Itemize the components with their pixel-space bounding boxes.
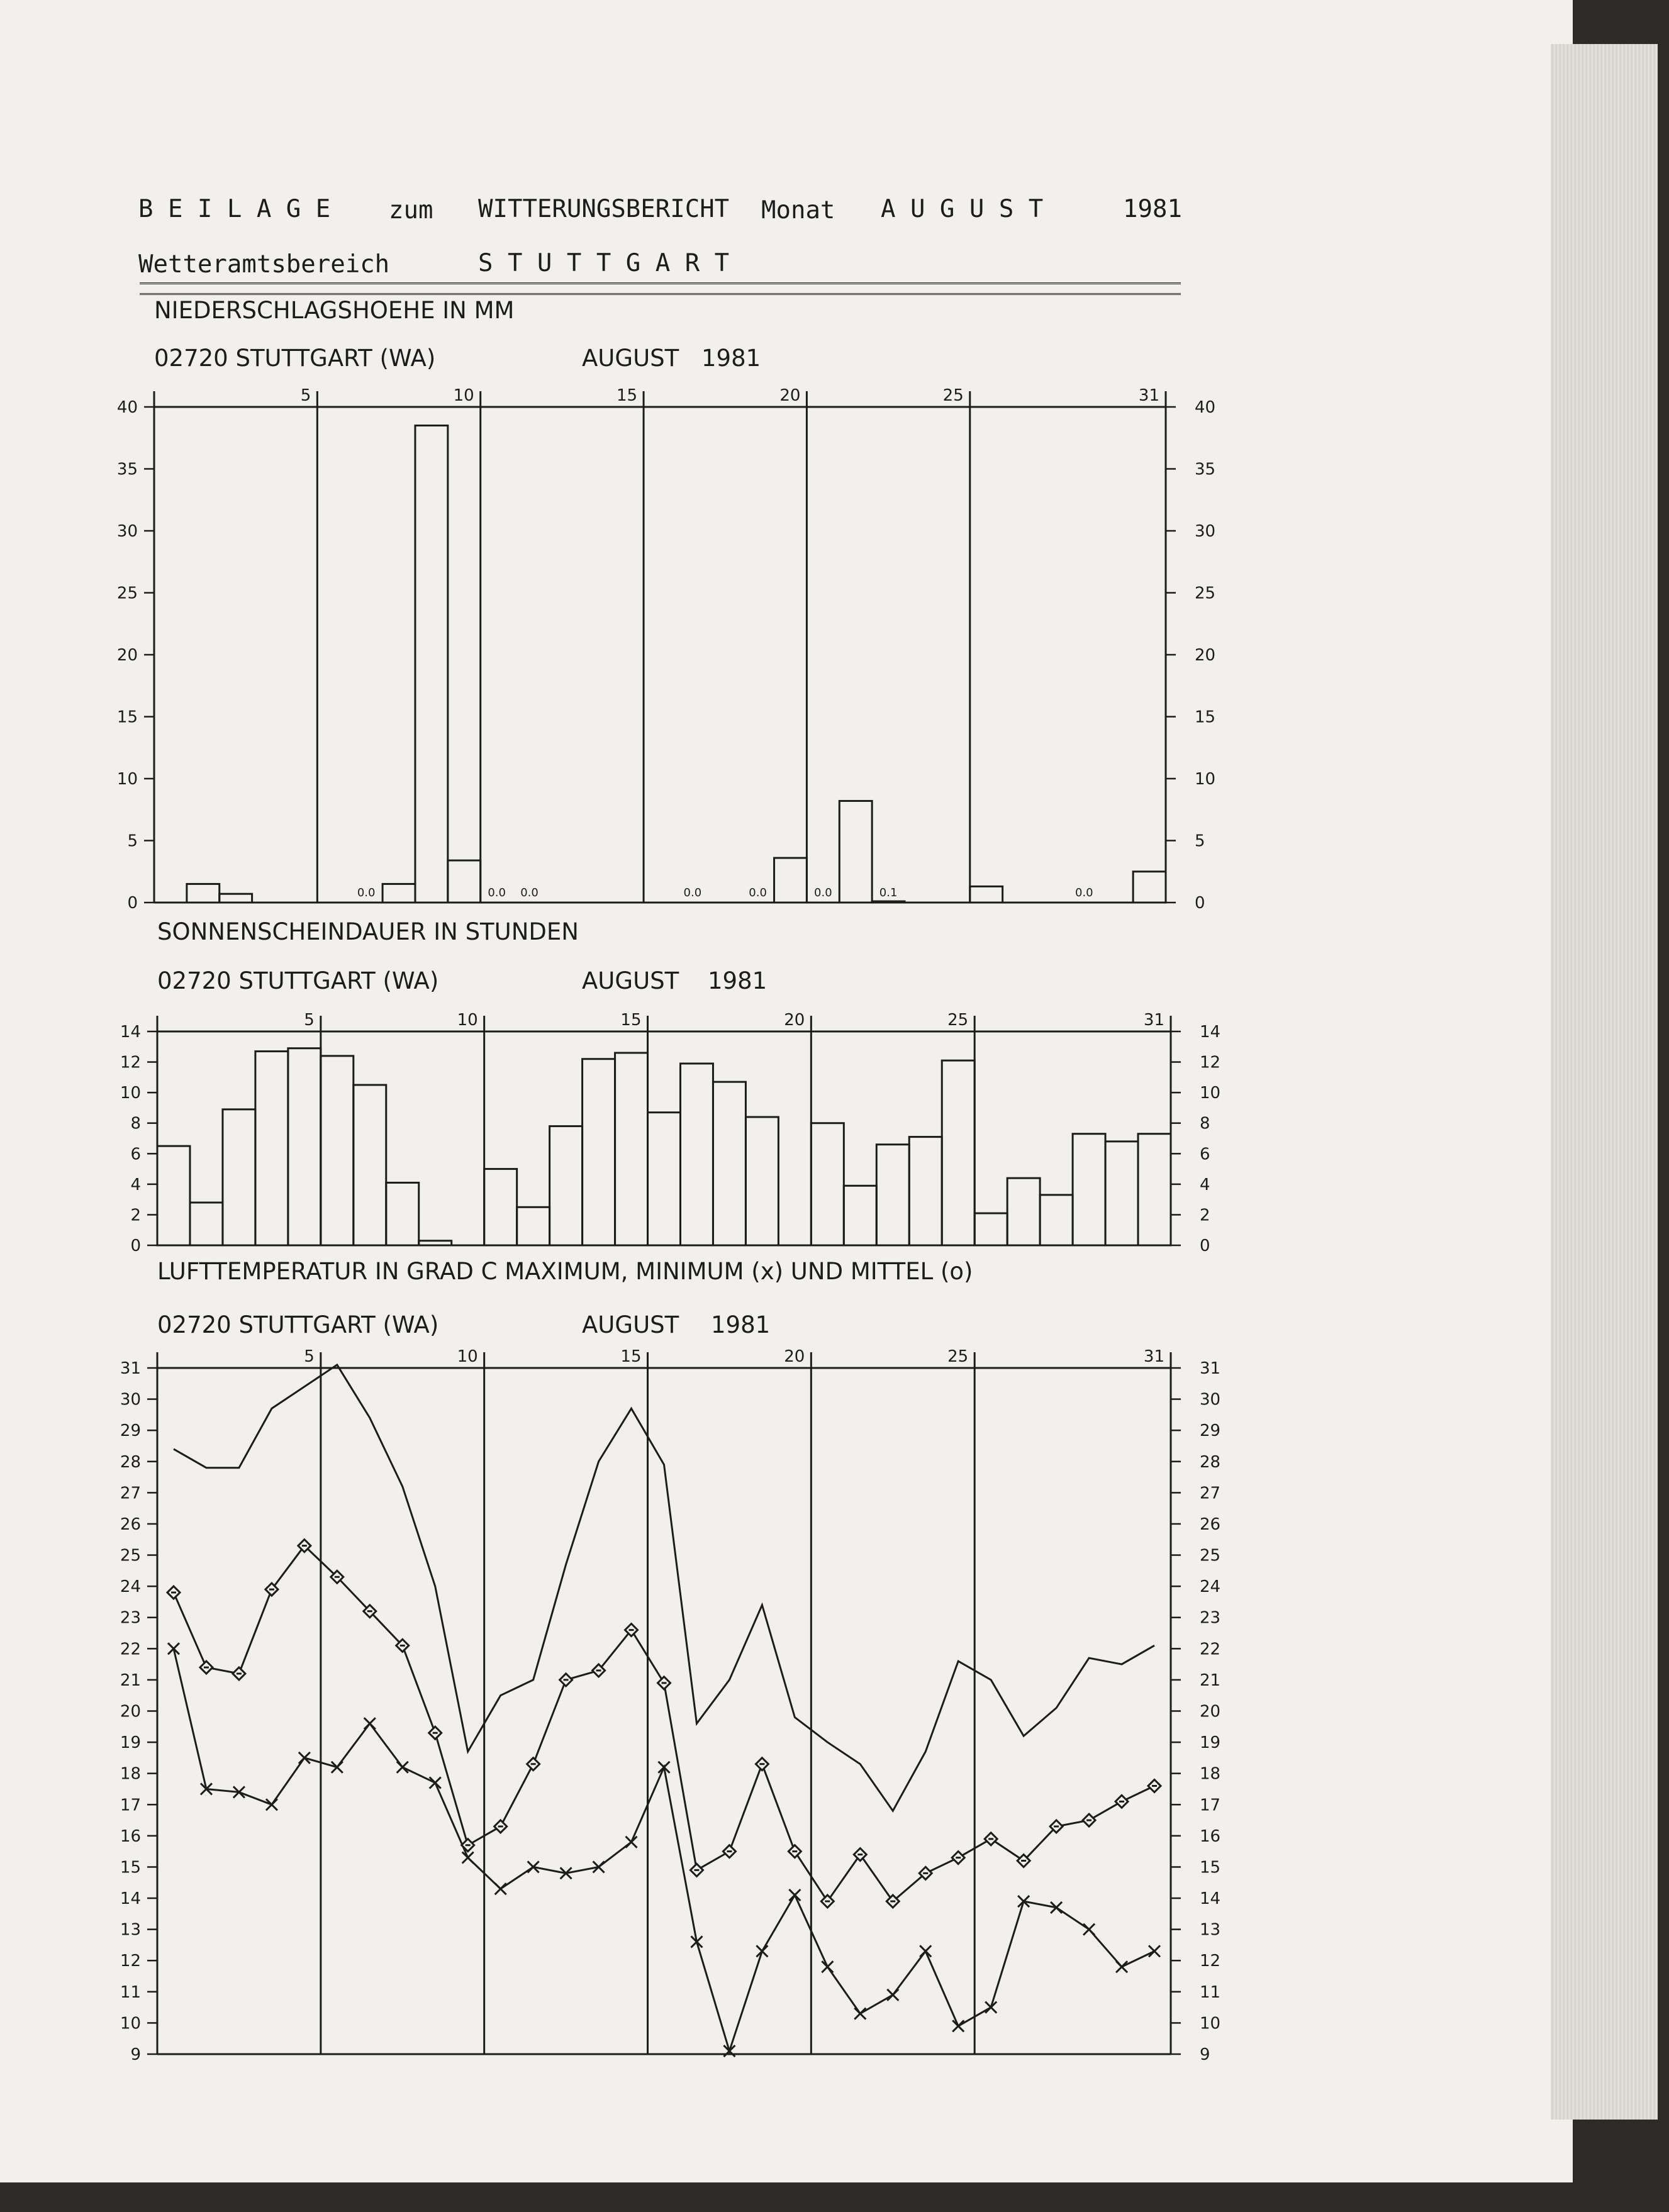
chart3-y-tick-label-right: 11 — [1200, 1982, 1221, 2002]
chart1-y-tick-label-right: 0 — [1195, 894, 1205, 913]
chart2-x-tick-label: 15 — [620, 1011, 642, 1030]
chart1-y-tick-label: 25 — [116, 584, 138, 603]
chart3-y-tick-label-right: 20 — [1200, 1702, 1221, 1721]
chart3-year: 1981 — [711, 1311, 771, 1338]
chart2-title: SONNENSCHEINDAUER IN STUNDEN — [157, 918, 579, 945]
bar-value-label: 0.1 — [879, 886, 898, 899]
chart1-y-tick-label-right: 20 — [1195, 646, 1216, 665]
header-monat: A U G U S T — [881, 195, 1044, 223]
chart3-x-tick-label: 10 — [457, 1347, 478, 1366]
bar-value-label: 0.0 — [1075, 886, 1093, 899]
chart3-y-tick-label: 27 — [120, 1484, 141, 1503]
chart1-x-tick-label: 31 — [1138, 386, 1159, 405]
chart3-x-tick-label: 25 — [947, 1347, 969, 1366]
chart2-year: 1981 — [708, 967, 768, 994]
chart3-y-tick-label: 26 — [120, 1514, 141, 1534]
chart3-y-tick-label: 14 — [120, 1889, 141, 1909]
chart3-y-tick-label: 24 — [120, 1577, 141, 1597]
chart2-x-tick-label: 5 — [304, 1011, 315, 1030]
bar-value-label: 0.0 — [814, 886, 832, 899]
header-beilage: B E I L A G E — [138, 195, 331, 223]
chart1-month: AUGUST — [582, 345, 679, 372]
chart3-y-tick-label-right: 13 — [1200, 1920, 1221, 1940]
chart3-y-tick-label-right: 10 — [1200, 2014, 1221, 2033]
chart3-y-tick-label: 22 — [120, 1640, 141, 1659]
chart3-y-tick-label: 20 — [120, 1702, 141, 1721]
chart2-x-tick-label: 25 — [947, 1011, 969, 1030]
chart3-x-tick-label: 5 — [304, 1347, 315, 1366]
bar-value-label: 0.0 — [683, 886, 702, 899]
chart1-x-tick-label: 10 — [453, 386, 474, 405]
chart3-y-tick-label-right: 12 — [1200, 1952, 1221, 1971]
chart2-y-tick-label-right: 6 — [1200, 1145, 1210, 1164]
chart1-y-tick-label-right: 30 — [1195, 522, 1216, 541]
chart2-y-tick-label: 2 — [130, 1206, 141, 1225]
chart3-y-tick-label: 10 — [120, 2014, 141, 2033]
header-zum: zum — [389, 196, 433, 225]
chart2-y-tick-label-right: 10 — [1200, 1084, 1221, 1103]
chart3-y-tick-label-right: 29 — [1200, 1421, 1221, 1441]
bar-value-label: 0.0 — [488, 886, 506, 899]
chart3-y-tick-label: 21 — [120, 1670, 141, 1690]
chart1-title: NIEDERSCHLAGSHOEHE IN MM — [154, 297, 515, 324]
chart2-y-tick-label-right: 12 — [1200, 1053, 1221, 1072]
chart1-y-tick-label-right: 15 — [1195, 708, 1216, 727]
chart3-y-tick-label: 31 — [120, 1359, 141, 1378]
chart3-y-tick-label: 11 — [120, 1982, 141, 2002]
chart3-y-tick-label: 13 — [120, 1920, 141, 1940]
chart3-x-tick-label: 15 — [620, 1347, 642, 1366]
chart3-y-tick-label: 23 — [120, 1608, 141, 1628]
chart1-y-tick-label-right: 40 — [1195, 398, 1216, 417]
chart3-x-tick-label: 20 — [784, 1347, 805, 1366]
chart1-y-tick-label: 20 — [116, 646, 138, 665]
chart3-y-tick-label: 17 — [120, 1796, 141, 1815]
chart3-y-tick-label-right: 27 — [1200, 1484, 1221, 1503]
chart2-y-tick-label: 0 — [130, 1237, 141, 1255]
chart1-y-tick-label: 30 — [116, 522, 138, 541]
chart3-y-tick-label-right: 28 — [1200, 1452, 1221, 1472]
bar-value-label: 0.0 — [520, 886, 539, 899]
chart2-month: AUGUST — [582, 967, 679, 994]
chart3-y-tick-label-right: 22 — [1200, 1640, 1221, 1659]
chart2-y-tick-label: 12 — [120, 1053, 141, 1072]
chart3-y-tick-label: 29 — [120, 1421, 141, 1441]
chart3-y-tick-label-right: 9 — [1200, 2045, 1210, 2064]
chart1-y-tick-label-right: 35 — [1195, 460, 1216, 479]
chart2-y-tick-label: 8 — [130, 1114, 141, 1133]
chart3-y-tick-label-right: 24 — [1200, 1577, 1221, 1597]
chart3-y-tick-label: 12 — [120, 1952, 141, 1971]
chart1-x-tick-label: 25 — [942, 386, 964, 405]
header-bereich-label: Wetteramtsbereich — [138, 250, 390, 279]
chart3-y-tick-label: 15 — [120, 1858, 141, 1877]
chart1-y-tick-label: 5 — [127, 831, 138, 851]
chart2-y-tick-label-right: 4 — [1200, 1175, 1210, 1194]
bar-value-label: 0.0 — [749, 886, 767, 899]
chart2-x-tick-label: 10 — [457, 1011, 478, 1030]
chart1-x-tick-label: 15 — [616, 386, 638, 405]
chart3-x-tick-label: 31 — [1143, 1347, 1164, 1366]
chart2-station: 02720 STUTTGART (WA) — [157, 967, 439, 994]
chart3-y-tick-label-right: 26 — [1200, 1514, 1221, 1534]
header-bereich: S T U T T G A R T — [478, 249, 730, 277]
chart3-y-tick-label: 19 — [120, 1733, 141, 1753]
chart1-x-tick-label: 20 — [779, 386, 801, 405]
chart1-y-tick-label: 10 — [116, 770, 138, 789]
chart2-y-tick-label-right: 14 — [1200, 1023, 1221, 1042]
chart3-y-tick-label: 16 — [120, 1826, 141, 1846]
chart3-y-tick-label: 25 — [120, 1546, 141, 1565]
chart2-x-tick-label: 20 — [784, 1011, 805, 1030]
chart3-title: LUFTTEMPERATUR IN GRAD C MAXIMUM, MINIMUM (x) UND MITTEL (o) — [157, 1258, 973, 1285]
chart2-x-tick-label: 31 — [1143, 1011, 1164, 1030]
chart3-y-tick-label-right: 16 — [1200, 1826, 1221, 1846]
chart3-y-tick-label-right: 18 — [1200, 1764, 1221, 1784]
header-year: 1981 — [1123, 195, 1182, 223]
chart3-y-tick-label: 28 — [120, 1452, 141, 1472]
chart3-y-tick-label-right: 17 — [1200, 1796, 1221, 1815]
chart1-y-tick-label-right: 25 — [1195, 584, 1216, 603]
book-page-edges — [1551, 44, 1658, 2120]
chart3-y-tick-label-right: 19 — [1200, 1733, 1221, 1753]
chart3-month: AUGUST — [582, 1311, 679, 1338]
chart3-y-tick-label-right: 14 — [1200, 1889, 1221, 1909]
chart3-y-tick-label: 30 — [120, 1390, 141, 1409]
chart3-y-tick-label: 18 — [120, 1764, 141, 1784]
chart1-y-tick-label-right: 10 — [1195, 770, 1216, 789]
bar-value-label: 0.0 — [357, 886, 376, 899]
chart2-y-tick-label-right: 0 — [1200, 1237, 1210, 1255]
chart3-station: 02720 STUTTGART (WA) — [157, 1311, 439, 1338]
header-monat-label: Monat — [761, 196, 835, 225]
chart3-y-tick-label-right: 21 — [1200, 1670, 1221, 1690]
chart1-x-tick-label: 5 — [300, 386, 311, 405]
chart2-y-tick-label: 4 — [130, 1175, 141, 1194]
chart1-y-tick-label: 40 — [116, 398, 138, 417]
chart1-y-tick-label-right: 5 — [1195, 831, 1205, 851]
chart1-y-tick-label: 35 — [116, 460, 138, 479]
header-bericht: WITTERUNGSBERICHT — [478, 195, 730, 223]
chart3-y-tick-label-right: 23 — [1200, 1608, 1221, 1628]
chart1-station: 02720 STUTTGART (WA) — [154, 345, 436, 372]
chart1-y-tick-label: 0 — [127, 894, 138, 913]
chart2-y-tick-label: 6 — [130, 1145, 141, 1164]
chart2-y-tick-label-right: 8 — [1200, 1114, 1210, 1133]
double-rule — [140, 282, 1181, 295]
chart3-y-tick-label-right: 31 — [1200, 1359, 1221, 1378]
chart2-y-tick-label: 10 — [120, 1084, 141, 1103]
chart3-y-tick-label-right: 25 — [1200, 1546, 1221, 1565]
chart2-y-tick-label-right: 2 — [1200, 1206, 1210, 1225]
chart3-y-tick-label-right: 30 — [1200, 1390, 1221, 1409]
chart3-y-tick-label-right: 15 — [1200, 1858, 1221, 1877]
chart1-year: 1981 — [701, 345, 761, 372]
chart1-y-tick-label: 15 — [116, 708, 138, 727]
chart2-y-tick-label: 14 — [120, 1023, 141, 1042]
chart3-y-tick-label: 9 — [130, 2045, 141, 2064]
